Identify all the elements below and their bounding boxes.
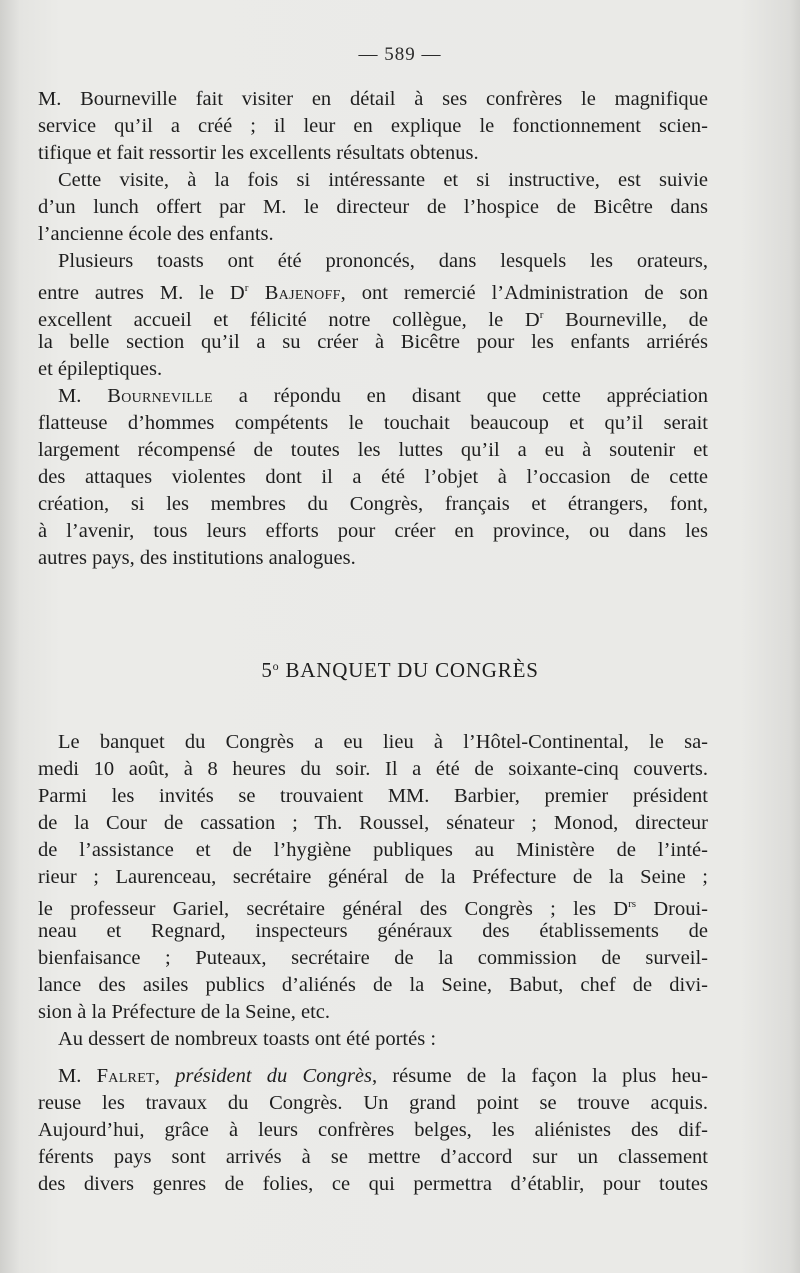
text-line: à l’avenir, tous leurs efforts pour créer en province, ou dans les (38, 520, 708, 542)
section-heading: 5$^o$ BANQUET DU CONGRÈS (261, 658, 539, 682)
text-line: medi 10 août, à 8 heures du soir. Il a été de soixante-cinq couverts. (38, 758, 708, 780)
text-line: autres pays, des institutions analogues. (38, 547, 356, 569)
text-line: Plusieurs toasts ont été prononcés, dans lesquels les orateurs, (58, 250, 708, 272)
text-line: des attaques violentes dont il a été l’objet à l’occasion de cette (38, 466, 708, 488)
text-line: d’un lunch offert par M. le directeur de l’hospice de Bicêtre dans (38, 196, 708, 218)
text-line: création, si les membres du Congrès, français et étrangers, font, (38, 493, 708, 515)
author-name: Falret (96, 1065, 155, 1087)
author-name: Bajenoff (248, 282, 341, 304)
text-line: Aujourd’hui, grâce à leurs confrères belges, les aliénistes des dif- (38, 1119, 708, 1141)
text-line: reuse les travaux du Congrès. Un grand point se trouve acquis. (38, 1092, 708, 1114)
text-line: tifique et fait ressortir les excellents résultats obtenus. (38, 142, 479, 164)
text-line: M. Bourneville fait visiter en détail à ses confrères le magnifique (38, 88, 708, 110)
text-line: de la Cour de cassation ; Th. Roussel, sénateur ; Monod, directeur (38, 812, 708, 834)
text-line: sion à la Préfecture de la Seine, etc. (38, 1001, 330, 1023)
text-line: Au dessert de nombreux toasts ont été portés : (58, 1028, 437, 1050)
text-line: neau et Regnard, inspecteurs généraux des établissements de (38, 920, 708, 942)
text-line: férents pays sont arrivés à se mettre d’accord sur un classement (38, 1146, 708, 1168)
text-line: Cette visite, à la fois si intéressante et si instructive, est suivie (58, 169, 708, 191)
text-line: Le banquet du Congrès a eu lieu à l’Hôtel-Continental, le sa- (58, 731, 708, 753)
text-line: de l’assistance et de l’hygiène publiques au Ministère de l’inté- (38, 839, 708, 861)
text-line: lance des asiles publics d’aliénés de la Seine, Babut, chef de divi- (38, 974, 708, 996)
text-line: et épileptiques. (38, 358, 163, 380)
text-line: M. Falret, président du Congrès, résume de la façon la plus heu- (58, 1065, 708, 1087)
text-line: la belle section qu’il a su créer à Bicêtre pour les enfants arriérés (38, 331, 708, 353)
text-line: rieur ; Laurenceau, secrétaire général de la Préfecture de la Seine ; (38, 866, 708, 888)
page-number: — 589 — (358, 44, 442, 65)
text-line: Parmi les invités se trouvaient MM. Barbier, premier président (38, 785, 708, 807)
author-role: président du Congrès (175, 1065, 372, 1087)
text-line: entre autres M. le $D^r$ Bajenoff, ont remercié l’Administration de son (38, 282, 708, 304)
text-line: le professeur Gariel, secrétaire général des Congrès ; les $D^{rs}$ Droui- (38, 898, 708, 920)
text-line: bienfaisance ; Puteaux, secrétaire de la commission de surveil- (38, 947, 708, 969)
section-2-text (38, 729, 708, 1198)
text-line: M. Bourneville a répondu en disant que cette appréciation (58, 385, 709, 407)
text-line: l’ancienne école des enfants. (38, 223, 274, 245)
text-line: excellent accueil et félicité notre collègue, le $D^r$ Bourneville, de (38, 309, 708, 331)
text-line: largement récompensé de toutes les luttes qu’il a eu à soutenir et (38, 439, 708, 461)
text-line: service qu’il a créé ; il leur en explique le fonctionnement scien- (38, 115, 708, 137)
section-1-text (38, 86, 708, 572)
text-line: des divers genres de folies, ce qui permettra d’établir, pour toutes (38, 1173, 708, 1195)
text-line: flatteuse d’hommes compétents le touchait beaucoup et qu’il serait (38, 412, 708, 434)
author-name: Bourneville (107, 385, 213, 407)
